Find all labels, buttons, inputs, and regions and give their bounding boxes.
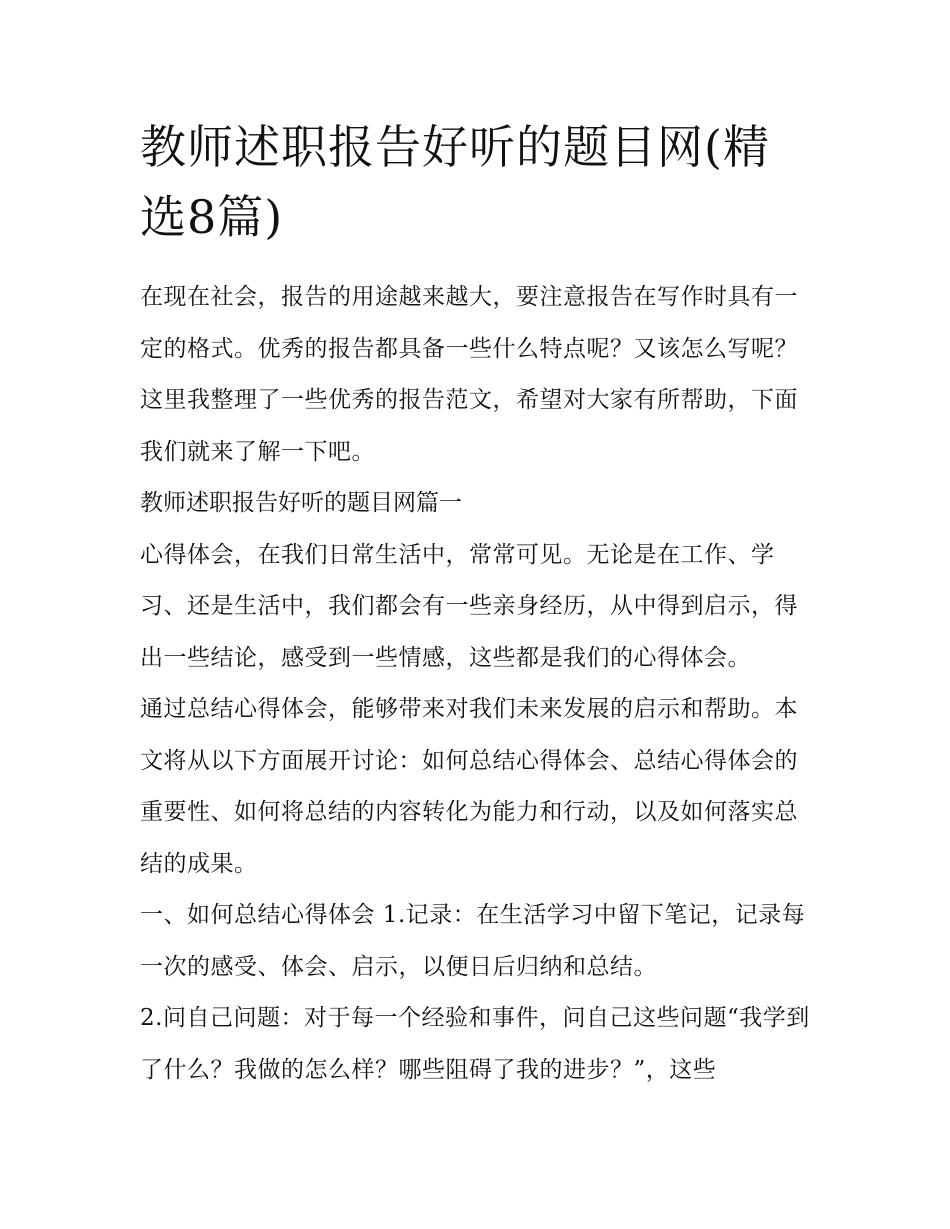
intro-paragraph: 在现在社会，报告的用途越来越大，要注意报告在写作时具有一定的格式。优秀的报告都具备一些什么特点呢？又该怎么写呢？这里我整理了一些优秀的报告范文，希望对大家有所帮助，下面我们就来了解一下吧。: [140, 284, 798, 465]
document-title: 教师述职报告好听的题目网(精选8篇): [140, 120, 770, 244]
document-body: [140, 112, 812, 1096]
body-paragraph: 一、如何总结心得体会 1.记录：在生活学习中留下笔记，记录每一次的感受、体会、启示，以便日后归纳和总结。: [140, 902, 806, 980]
body-paragraph: 通过总结心得体会，能够带来对我们未来发展的启示和帮助。本文将从以下方面展开讨论：如何总结心得体会、总结心得体会的重要性、如何将总结的内容转化为能力和行动，以及如何落实总结的成果。: [140, 696, 798, 877]
body-paragraph: 心得体会，在我们日常生活中，常常可见。无论是在工作、学习、还是生活中，我们都会有一些亲身经历，从中得到启示，得出一些结论，感受到一些情感，这些都是我们的心得体会。: [140, 541, 798, 671]
body-paragraph: 2.问自己问题：对于每一个经验和事件，问自己这些问题“我学到了什么？我做的怎么样？哪些阻碍了我的进步？”，这些: [140, 1005, 810, 1083]
section-heading: 教师述职报告好听的题目网篇一: [140, 490, 462, 516]
